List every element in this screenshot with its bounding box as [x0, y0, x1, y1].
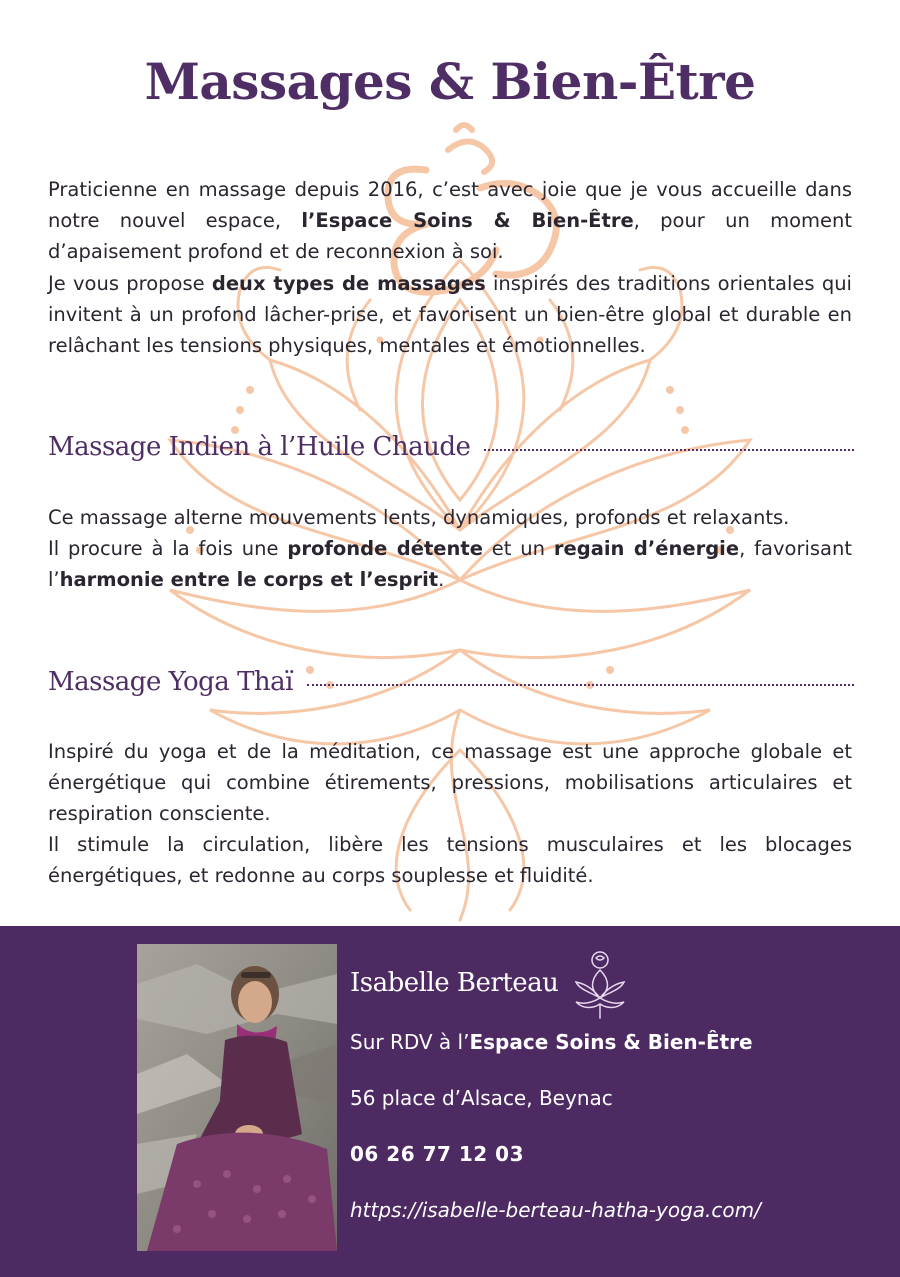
indien-paragraph-2 [48, 533, 852, 595]
emphasis-text: deux types de massages [211, 272, 486, 295]
body-text: et un [482, 537, 554, 560]
section-title-thai: Massage Yoga Thaï [48, 667, 293, 697]
contact-name: Isabelle Berteau [350, 968, 559, 998]
intro-paragraph-2 [48, 268, 852, 361]
body-text: , favorisant l’ [48, 537, 852, 591]
body-text: Praticienne en massage depuis 2016, c’est avec joie que je vous accueille dans notre nouvel espace, [48, 178, 852, 232]
section-title-indien: Massage Indien à l’Huile Chaude [48, 432, 471, 462]
dotted-leader [484, 449, 854, 451]
body-text: . [438, 568, 445, 591]
body-text: , pour un moment d’apaisement profond et de reconnexion à soi. [48, 209, 852, 263]
thai-paragraph-1 [48, 736, 852, 829]
rdv-place: Espace Soins & Bien-Être [469, 1030, 753, 1054]
dotted-leader [307, 684, 854, 686]
body-text: Ce massage alterne mouvements lents, dynamiques, profonds et relaxants. [48, 506, 790, 529]
contact-phone[interactable]: 06 26 77 12 03 [350, 1142, 525, 1166]
body-text: inspirés des traditions orientales qui invitent à un profond lâcher-prise, et favorisent un bien-être global et durable en relâchant les tensions physiques, mentales et émotionnelles. [48, 272, 852, 357]
section-header-thai [48, 667, 854, 697]
body-text: Je vous propose [48, 272, 212, 295]
contact-website-link[interactable]: https://isabelle-berteau-hatha-yoga.com/ [350, 1198, 761, 1222]
page-title: Massages & Bien-Être [144, 52, 756, 111]
indien-paragraph-1 [48, 502, 852, 533]
rdv-prefix: Sur RDV à l’ [350, 1030, 470, 1054]
contact-footer [0, 926, 900, 1277]
emphasis-text: regain d’énergie [553, 537, 740, 560]
emphasis-text: profonde détente [287, 537, 483, 560]
intro-paragraph-1 [48, 174, 852, 267]
thai-paragraph-2 [48, 829, 852, 891]
contact-appointment [350, 1030, 753, 1054]
contact-address: 56 place d’Alsace, Beynac [350, 1086, 613, 1110]
body-text: Inspiré du yoga et de la méditation, ce massage est une approche globale et énergétique qui combine étirements, pressions, mobilisations articulaires et respiration consciente. [48, 740, 852, 825]
body-text: Il stimule la circulation, libère les tensions musculaires et les blocages énergétiques, et redonne au corps souplesse et fluidité. [48, 833, 852, 887]
portrait-photo [137, 944, 337, 1251]
emphasis-text: l’Espace Soins & Bien-Être [301, 209, 634, 232]
body-text: Il procure à la fois une [48, 537, 288, 560]
lotus-om-icon [572, 948, 628, 1020]
section-header-indien [48, 432, 854, 462]
emphasis-text: harmonie entre le corps et l’esprit [59, 568, 439, 591]
